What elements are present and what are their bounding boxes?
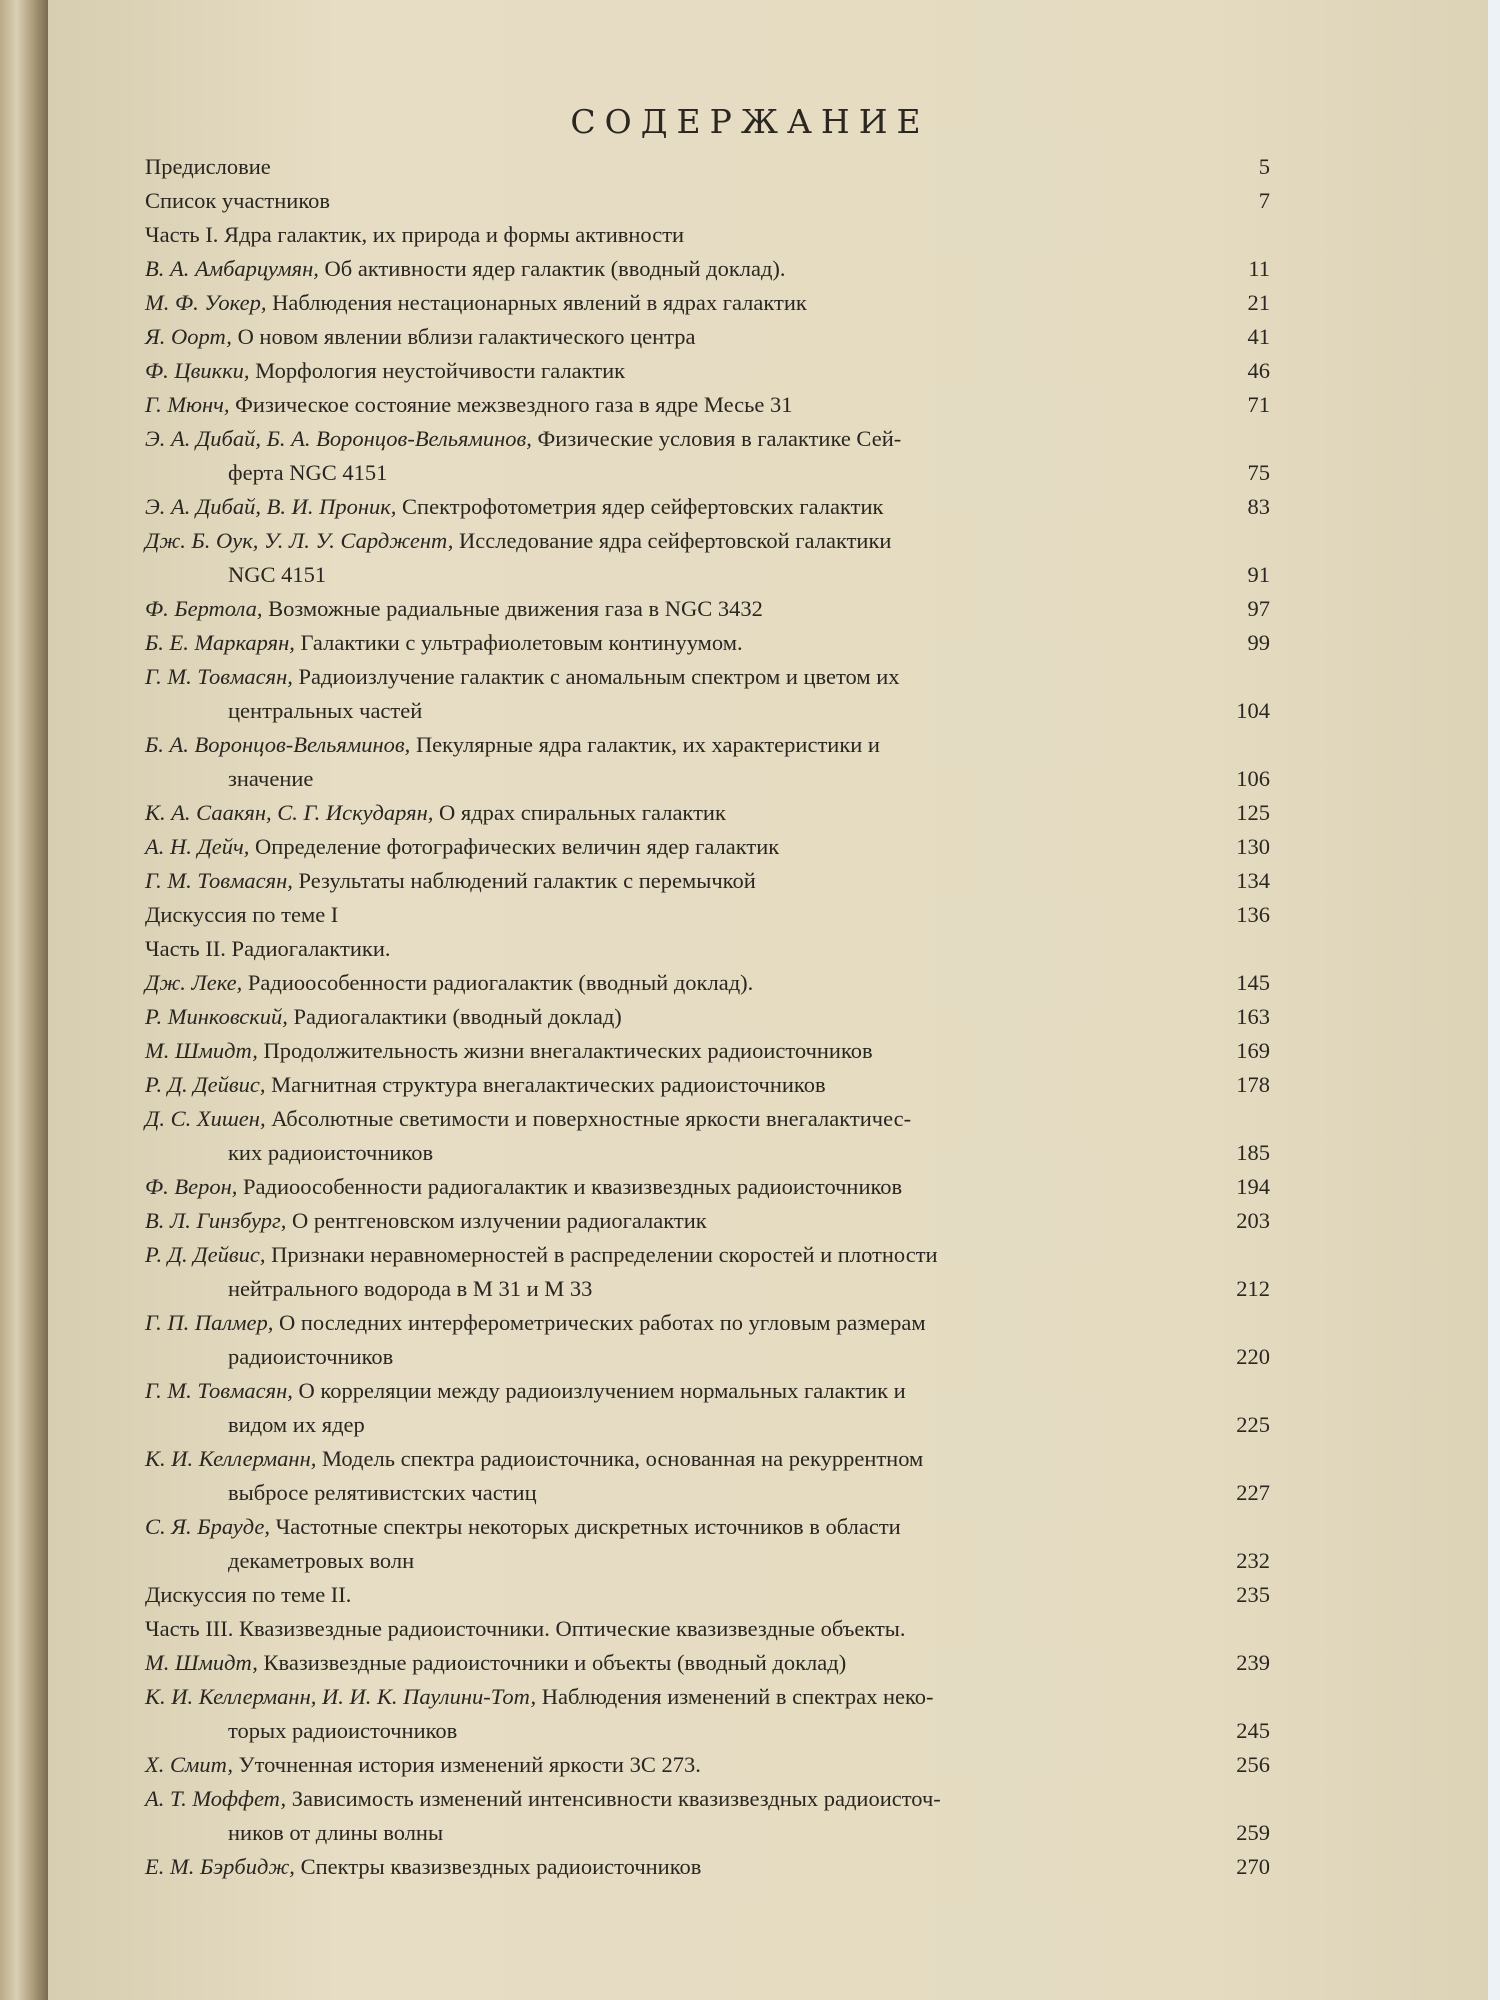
toc-entry (145, 1306, 1295, 1374)
entry-page-number: 163 (1236, 1004, 1270, 1029)
entry-page-number: 259 (1236, 1820, 1270, 1845)
toc-entry-line (145, 490, 1295, 524)
toc-entry (145, 796, 1295, 830)
toc-entry-continuation (145, 558, 1295, 592)
toc-entry (145, 1680, 1295, 1748)
entry-page-number: 227 (1236, 1480, 1270, 1505)
toc-entry-continuation (145, 694, 1295, 728)
entry-title: Продолжительность жизни внегалактических радиоисточников (257, 1038, 873, 1063)
toc-entry-line (145, 626, 1295, 660)
entry-author: Э. А. Дибай, Б. А. Воронцов-Вельяминов, (145, 426, 532, 451)
entry-title: Признаки неравномерностей в распределении скоростей и плотности (265, 1242, 938, 1267)
toc-entry-line (145, 1204, 1295, 1238)
toc-entry-line (145, 1680, 1295, 1714)
entry-title: Дискуссия по теме I (145, 902, 339, 927)
entry-page-number: 97 (1247, 596, 1270, 621)
toc-entry (145, 830, 1295, 864)
entry-title: Физические условия в галактике Сей- (531, 426, 902, 451)
toc-entry-continuation (145, 1340, 1295, 1374)
toc-entry-line (145, 864, 1295, 898)
toc-entry-line (145, 1646, 1295, 1680)
entry-page-number: 46 (1247, 358, 1270, 383)
toc-entry (145, 1374, 1295, 1442)
entry-title: Модель спектра радиоисточника, основанная на рекуррентном (316, 1446, 924, 1471)
entry-page-number: 220 (1236, 1344, 1270, 1369)
entry-author: Г. М. Товмасян, (145, 1378, 293, 1403)
entry-title: Радиоизлучение галактик с аномальным спектром и цветом их (292, 664, 900, 689)
toc-entry-line (145, 150, 1295, 184)
entry-title: Зависимость изменений интенсивности квазизвездных радиоисточ- (286, 1786, 941, 1811)
toc-entry (145, 660, 1295, 728)
entry-page-number: 11 (1248, 256, 1270, 281)
toc-entry-line (145, 898, 1295, 932)
entry-page-number: 203 (1236, 1208, 1270, 1233)
entry-page-number: 270 (1236, 1854, 1270, 1879)
toc-entry (145, 1170, 1295, 1204)
entry-author: А. Т. Моффет, (145, 1786, 287, 1811)
toc-entry (145, 1612, 1295, 1646)
entry-author: М. Шмидт, (145, 1650, 258, 1675)
entry-author: М. Шмидт, (145, 1038, 258, 1063)
entry-page-number: 106 (1236, 766, 1270, 791)
toc-entry-continuation (145, 1544, 1295, 1578)
entry-title: Морфология неустойчивости галактик (249, 358, 626, 383)
toc-entry-line (145, 184, 1295, 218)
entry-title: Наблюдения изменений в спектрах неко- (536, 1684, 934, 1709)
entry-title: О новом явлении вблизи галактического центра (231, 324, 696, 349)
entry-page-number: 134 (1236, 868, 1270, 893)
toc-entry (145, 626, 1295, 660)
entry-author: Я. Оорт, (145, 324, 232, 349)
toc-entry-continuation (145, 762, 1295, 796)
entry-page-number: 212 (1236, 1276, 1270, 1301)
entry-title: Галактики с ультрафиолетовым континуумом. (294, 630, 743, 655)
toc-entry-continuation (145, 1476, 1295, 1510)
entry-title: Часть I. Ядра галактик, их природа и формы активности (145, 222, 685, 247)
toc-entry-line (145, 1510, 1295, 1544)
toc-entry-line (145, 1034, 1295, 1068)
toc-entry (145, 422, 1295, 490)
entry-title-continuation: ких радиоисточников (228, 1140, 434, 1165)
entry-title: Предисловие (145, 154, 271, 179)
entry-page-number: 125 (1236, 800, 1270, 825)
entry-title: Наблюдения нестационарных явлений в ядрах галактик (266, 290, 807, 315)
entry-page-number: 75 (1247, 460, 1270, 485)
entry-title: Радиоособенности радиогалактик и квазизвездных радиоисточников (237, 1174, 903, 1199)
entry-author: Ф. Цвикки, (145, 358, 250, 383)
toc-entry-line (145, 1442, 1295, 1476)
toc-entry-line (145, 592, 1295, 626)
entry-title: Определение фотографических величин ядер галактик (249, 834, 780, 859)
entry-title: Спектрофотометрия ядер сейфертовских галактик (396, 494, 884, 519)
toc-entry (145, 1578, 1295, 1612)
toc-entry-line (145, 796, 1295, 830)
toc-entry (145, 1102, 1295, 1170)
entry-page-number: 225 (1236, 1412, 1270, 1437)
entry-title: Абсолютные светимости и поверхностные яркости внегалактичес- (265, 1106, 912, 1131)
entry-author: Дж. Леке, (145, 970, 243, 995)
entry-title: Физическое состояние межзвездного газа в ядре Месье 31 (229, 392, 793, 417)
entry-title: О ядрах спиральных галактик (433, 800, 726, 825)
entry-author: В. Л. Гинзбург, (145, 1208, 287, 1233)
entry-title-continuation: ников от длины волны (228, 1820, 444, 1845)
entry-title: Часть III. Квазизвездные радиоисточники. Оптические квазизвездные объекты. (145, 1616, 906, 1641)
entry-title-continuation: NGC 4151 (228, 562, 327, 587)
toc-entry (145, 252, 1295, 286)
toc-entry-line (145, 660, 1295, 694)
entry-author: Р. Минковский, (145, 1004, 288, 1029)
entry-author: В. А. Амбарцумян, (145, 256, 319, 281)
toc-entry-line (145, 1306, 1295, 1340)
toc-entry-line (145, 1782, 1295, 1816)
toc-entry-line (145, 1102, 1295, 1136)
page-title: СОДЕРЖАНИЕ (570, 102, 930, 141)
toc-entry (145, 1748, 1295, 1782)
entry-author: Ф. Бертола, (145, 596, 263, 621)
entry-page-number: 5 (1258, 154, 1270, 179)
toc-entry (145, 592, 1295, 626)
entry-title: Радиоособенности радиогалактик (вводный доклад). (242, 970, 754, 995)
entry-author: Б. А. Воронцов-Вельяминов, (145, 732, 411, 757)
toc-entry (145, 524, 1295, 592)
entry-title-continuation: нейтрального водорода в М 31 и М 33 (228, 1276, 593, 1301)
toc-entry-line (145, 966, 1295, 1000)
entry-author: Ф. Верон, (145, 1174, 238, 1199)
entry-title-continuation: радиоисточников (228, 1344, 394, 1369)
entry-page-number: 7 (1258, 188, 1270, 213)
toc-entry-continuation (145, 1714, 1295, 1748)
entry-title-continuation: ферта NGC 4151 (228, 460, 388, 485)
entry-author: Х. Смит, (145, 1752, 234, 1777)
entry-author: Б. Е. Маркарян, (145, 630, 295, 655)
toc-entry (145, 320, 1295, 354)
entry-title: Возможные радиальные движения газа в NGC 3432 (262, 596, 763, 621)
entry-title: Радиогалактики (вводный доклад) (287, 1004, 622, 1029)
entry-author: Д. С. Хишен, (145, 1106, 266, 1131)
toc-entry-line (145, 388, 1295, 422)
toc-entry (145, 1782, 1295, 1850)
entry-title: Результаты наблюдений галактик с перемычкой (292, 868, 756, 893)
entry-page-number: 130 (1236, 834, 1270, 859)
toc-entry (145, 388, 1295, 422)
toc-entry-line (145, 524, 1295, 558)
entry-author: Г. М. Товмасян, (145, 664, 293, 689)
toc-entry-line (145, 1238, 1295, 1272)
entry-author: Э. А. Дибай, В. И. Проник, (145, 494, 397, 519)
entry-page-number: 99 (1247, 630, 1270, 655)
toc-entry (145, 1068, 1295, 1102)
toc-entry (145, 286, 1295, 320)
entry-author: К. И. Келлерманн, И. И. К. Паулини-Тот, (145, 1684, 537, 1709)
entry-page-number: 21 (1247, 290, 1270, 315)
entry-author: Р. Д. Дейвис, (145, 1242, 266, 1267)
toc-entry (145, 1850, 1295, 1884)
toc-entry (145, 1442, 1295, 1510)
toc-entry-continuation (145, 1408, 1295, 1442)
entry-page-number: 169 (1236, 1038, 1270, 1063)
entry-author: Г. П. Палмер, (145, 1310, 274, 1335)
toc-entry-line (145, 1374, 1295, 1408)
toc-entry-line (145, 1000, 1295, 1034)
entry-page-number: 91 (1247, 562, 1270, 587)
toc-entry (145, 490, 1295, 524)
entry-author: Р. Д. Дейвис, (145, 1072, 266, 1097)
entry-title-continuation: видом их ядер (228, 1412, 365, 1437)
toc-entry-line (145, 1850, 1295, 1884)
toc-entry-continuation (145, 1816, 1295, 1850)
toc-entry (145, 150, 1295, 184)
entry-title: Спектры квазизвездных радиоисточников (294, 1854, 702, 1879)
entry-author: А. Н. Дейч, (145, 834, 250, 859)
entry-author: М. Ф. Уокер, (145, 290, 267, 315)
entry-title: Об активности ядер галактик (вводный доклад). (318, 256, 786, 281)
book-binding (0, 0, 48, 2000)
toc-entry (145, 354, 1295, 388)
entry-page-number: 136 (1236, 902, 1270, 927)
toc-entry-line (145, 1578, 1295, 1612)
toc-entry-line (145, 218, 1295, 252)
entry-title: Квазизвездные радиоисточники и объекты (вводный доклад) (257, 1650, 847, 1675)
entry-title-continuation: выбросе релятивистских частиц (228, 1480, 537, 1505)
entry-author: Дж. Б. Оук, У. Л. У. Сарджент, (145, 528, 454, 553)
toc-entry-line (145, 354, 1295, 388)
toc-entry-line (145, 286, 1295, 320)
toc-entry-line (145, 932, 1295, 966)
entry-title: Пекулярные ядра галактик, их характеристики и (410, 732, 880, 757)
entry-author: Е. М. Бэрбидж, (145, 1854, 295, 1879)
toc-entry (145, 1000, 1295, 1034)
toc-entry (145, 898, 1295, 932)
entry-page-number: 239 (1236, 1650, 1270, 1675)
toc-entry (145, 184, 1295, 218)
entry-page-number: 83 (1247, 494, 1270, 519)
entry-page-number: 194 (1236, 1174, 1270, 1199)
entry-page-number: 256 (1236, 1752, 1270, 1777)
toc-entry-line (145, 422, 1295, 456)
entry-title: Дискуссия по теме II. (145, 1582, 352, 1607)
entry-page-number: 104 (1236, 698, 1270, 723)
toc-entry-continuation (145, 1136, 1295, 1170)
toc-entry-line (145, 252, 1295, 286)
toc-entry-line (145, 830, 1295, 864)
entry-title: Список участников (145, 188, 330, 213)
table-of-contents (145, 150, 1295, 1884)
entry-page-number: 178 (1236, 1072, 1270, 1097)
toc-entry (145, 218, 1295, 252)
entry-page-number: 145 (1236, 970, 1270, 995)
entry-author: С. Я. Брауде, (145, 1514, 270, 1539)
entry-page-number: 41 (1247, 324, 1270, 349)
entry-author: К. А. Саакян, С. Г. Искударян, (145, 800, 434, 825)
entry-page-number: 245 (1236, 1718, 1270, 1743)
toc-entry (145, 1204, 1295, 1238)
toc-entry (145, 864, 1295, 898)
entry-page-number: 232 (1236, 1548, 1270, 1573)
entry-title: Магнитная структура внегалактических радиоисточников (265, 1072, 826, 1097)
entry-title-continuation: значение (228, 766, 314, 791)
entry-title: Исследование ядра сейфертовской галактики (453, 528, 892, 553)
toc-entry (145, 1034, 1295, 1068)
entry-page-number: 235 (1236, 1582, 1270, 1607)
entry-title: Часть II. Радиогалактики. (145, 936, 391, 961)
entry-title: Уточненная история изменений яркости 3С 273. (233, 1752, 701, 1777)
entry-title: О корреляции между радиоизлучением нормальных галактик и (292, 1378, 906, 1403)
toc-entry-line (145, 1170, 1295, 1204)
entry-author: Г. Мюнч, (145, 392, 230, 417)
entry-page-number: 185 (1236, 1140, 1270, 1165)
toc-entry-continuation (145, 1272, 1295, 1306)
entry-author: К. И. Келлерманн, (145, 1446, 317, 1471)
entry-title-continuation: центральных частей (228, 698, 423, 723)
toc-entry (145, 966, 1295, 1000)
toc-entry (145, 1238, 1295, 1306)
entry-title: Частотные спектры некоторых дискретных источников в области (269, 1514, 901, 1539)
entry-title: О рентгеновском излучении радиогалактик (286, 1208, 707, 1233)
toc-entry-line (145, 1748, 1295, 1782)
background-edge (1488, 0, 1500, 2000)
toc-entry-continuation (145, 456, 1295, 490)
entry-page-number: 71 (1247, 392, 1270, 417)
toc-entry-line (145, 1068, 1295, 1102)
toc-entry (145, 1646, 1295, 1680)
entry-title: О последних интерферометрических работах по угловым размерам (273, 1310, 926, 1335)
toc-entry-line (145, 320, 1295, 354)
toc-entry-line (145, 1612, 1295, 1646)
toc-entry (145, 728, 1295, 796)
entry-author: Г. М. Товмасян, (145, 868, 293, 893)
entry-title-continuation: декаметровых волн (228, 1548, 415, 1573)
toc-entry (145, 1510, 1295, 1578)
toc-entry-line (145, 728, 1295, 762)
entry-title-continuation: торых радиоисточников (228, 1718, 458, 1743)
toc-entry (145, 932, 1295, 966)
